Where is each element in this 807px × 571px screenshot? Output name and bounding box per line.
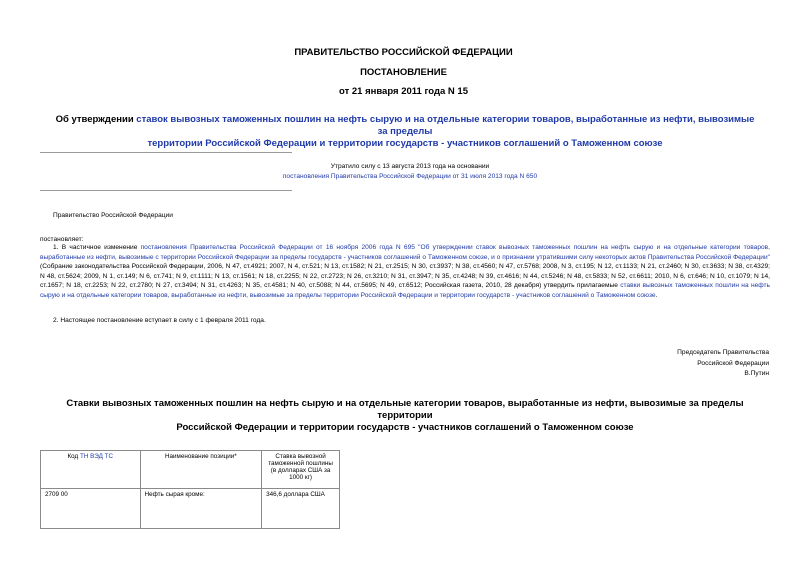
document-date-number: от 21 января 2011 года N 15 xyxy=(339,86,468,97)
header-code-prefix: Код xyxy=(67,453,80,460)
row-rate: 346,6 доллара США xyxy=(262,489,340,529)
paragraph-1 xyxy=(40,243,770,301)
document-title xyxy=(50,114,760,150)
bottom-divider xyxy=(40,190,292,191)
row-name: Нефть сырая кроме: xyxy=(140,489,262,529)
top-divider xyxy=(40,152,292,153)
p1-start: 1. В частичное изменение xyxy=(53,244,141,251)
title-link-part2[interactable]: территории Российской Федерации и территории государств - участников соглашений о Таможенном союзе xyxy=(147,138,663,149)
decrees-label: постановляет: xyxy=(40,236,84,243)
table-header-row xyxy=(41,451,340,489)
header-code xyxy=(41,451,141,489)
status-line1: Утратило силу с 13 августа 2013 года на основании xyxy=(330,163,490,170)
status-note xyxy=(200,162,620,181)
rates-table xyxy=(40,450,340,529)
p1-link-resolution-695[interactable]: постановления Правительства Российской Федерации от 16 ноября 2006 года N 695 "Об утверждении ставок вывозных таможенных пошлин на нефть сырую и на отдельные категории товаров, выработанные из нефти, вывозимые с территории Российской Федерации за пределы государств - участников соглашений о Таможенном союзе, и о признании утратившими силу некоторых актов Правительства Российской Федерации" xyxy=(40,244,770,261)
government-heading: ПРАВИТЕЛЬСТВО РОССИЙСКОЙ ФЕДЕРАЦИИ xyxy=(294,47,513,58)
signature-name: В.Путин xyxy=(744,370,769,377)
signature-block xyxy=(677,348,769,380)
status-repeal-link[interactable]: постановления Правительства Российской Федерации от 31 июля 2013 года N 650 xyxy=(282,172,538,180)
paragraph-2: 2. Настоящее постановление вступает в силу с 1 февраля 2011 года. xyxy=(53,317,266,324)
government-label: Правительство Российской Федерации xyxy=(53,212,173,219)
signature-position: Председатель Правительства xyxy=(677,349,769,356)
signature-country: Российской Федерации xyxy=(697,359,769,367)
title-prefix: Об утверждении xyxy=(55,114,137,125)
header-name: Наименование позиции* xyxy=(140,451,262,489)
annex-title-line2: Российской Федерации и территории государств - участников соглашений о Таможенном союзе xyxy=(176,422,634,433)
p1-citation: (Собрание законодательства Российской Федерации, 2006, N 47, ст.4921; 2007, N 4, ст.521; N 13, ст.1582; N 21, ст.2515; N 30, ст.3937; N 38, ст.4560; N 47, ст.5768; 2008, N 3, ст.195; N 12, ст.1133; N 21, ст.2460; N 30, ст.3633; N 38, ст.4329; N 48, ст.5624; 2009, N 1, ст.149; N 6, ст.741; N 9, ст.1111; N 13, ст.1561; N 18, ст.2255; N 22, ст.2723; N 26, ст.3210; N 31, ст.3947; N 35, ст.4248; N 39, ст.4616; N 44, ст.5246; N 48, ст.5833; N 52, ст.6611; 2010, N 6, ст.646; N 10, ст.1079; N 14, ст.1657; N 18, ст.2253; N 22, ст.2780; N 27, ст.3494; N 31, ст.4263; N 35, ст.4581; N 40, ст.5088; N 44, ст.5695; N 49, ст.6512; Российская газета, 2010, 28 декабря) утвердить прилагаемые xyxy=(40,263,770,290)
table-row xyxy=(41,489,340,529)
header-rate: Ставка вывозной таможенной пошлины (в долларах США за 1000 кг) xyxy=(262,451,340,489)
annex-title-line1: Ставки вывозных таможенных пошлин на нефть сырую и на отдельные категории товаров, выработанные из нефти, вывозимые за пределы территории xyxy=(66,398,744,421)
header-code-link[interactable]: ТН ВЭД ТС xyxy=(79,453,114,460)
document-type: ПОСТАНОВЛЕНИЕ xyxy=(360,67,447,78)
title-link-part1[interactable]: ставок вывозных таможенных пошлин на нефть сырую и на отдельные категории товаров, выработанные из нефти, вывозимые за пределы xyxy=(136,114,755,137)
annex-title xyxy=(50,398,760,434)
p1-link-rates[interactable]: ставки вывозных таможенных пошлин на нефть сырую и на отдельные категории товаров, выработанные из нефти, вывозимые за пределы территории Российской Федерации и территории государств - участников соглашений о Таможенном союзе xyxy=(40,282,770,299)
row-code: 2709 00 xyxy=(41,489,141,529)
p1-end: . xyxy=(655,291,658,299)
